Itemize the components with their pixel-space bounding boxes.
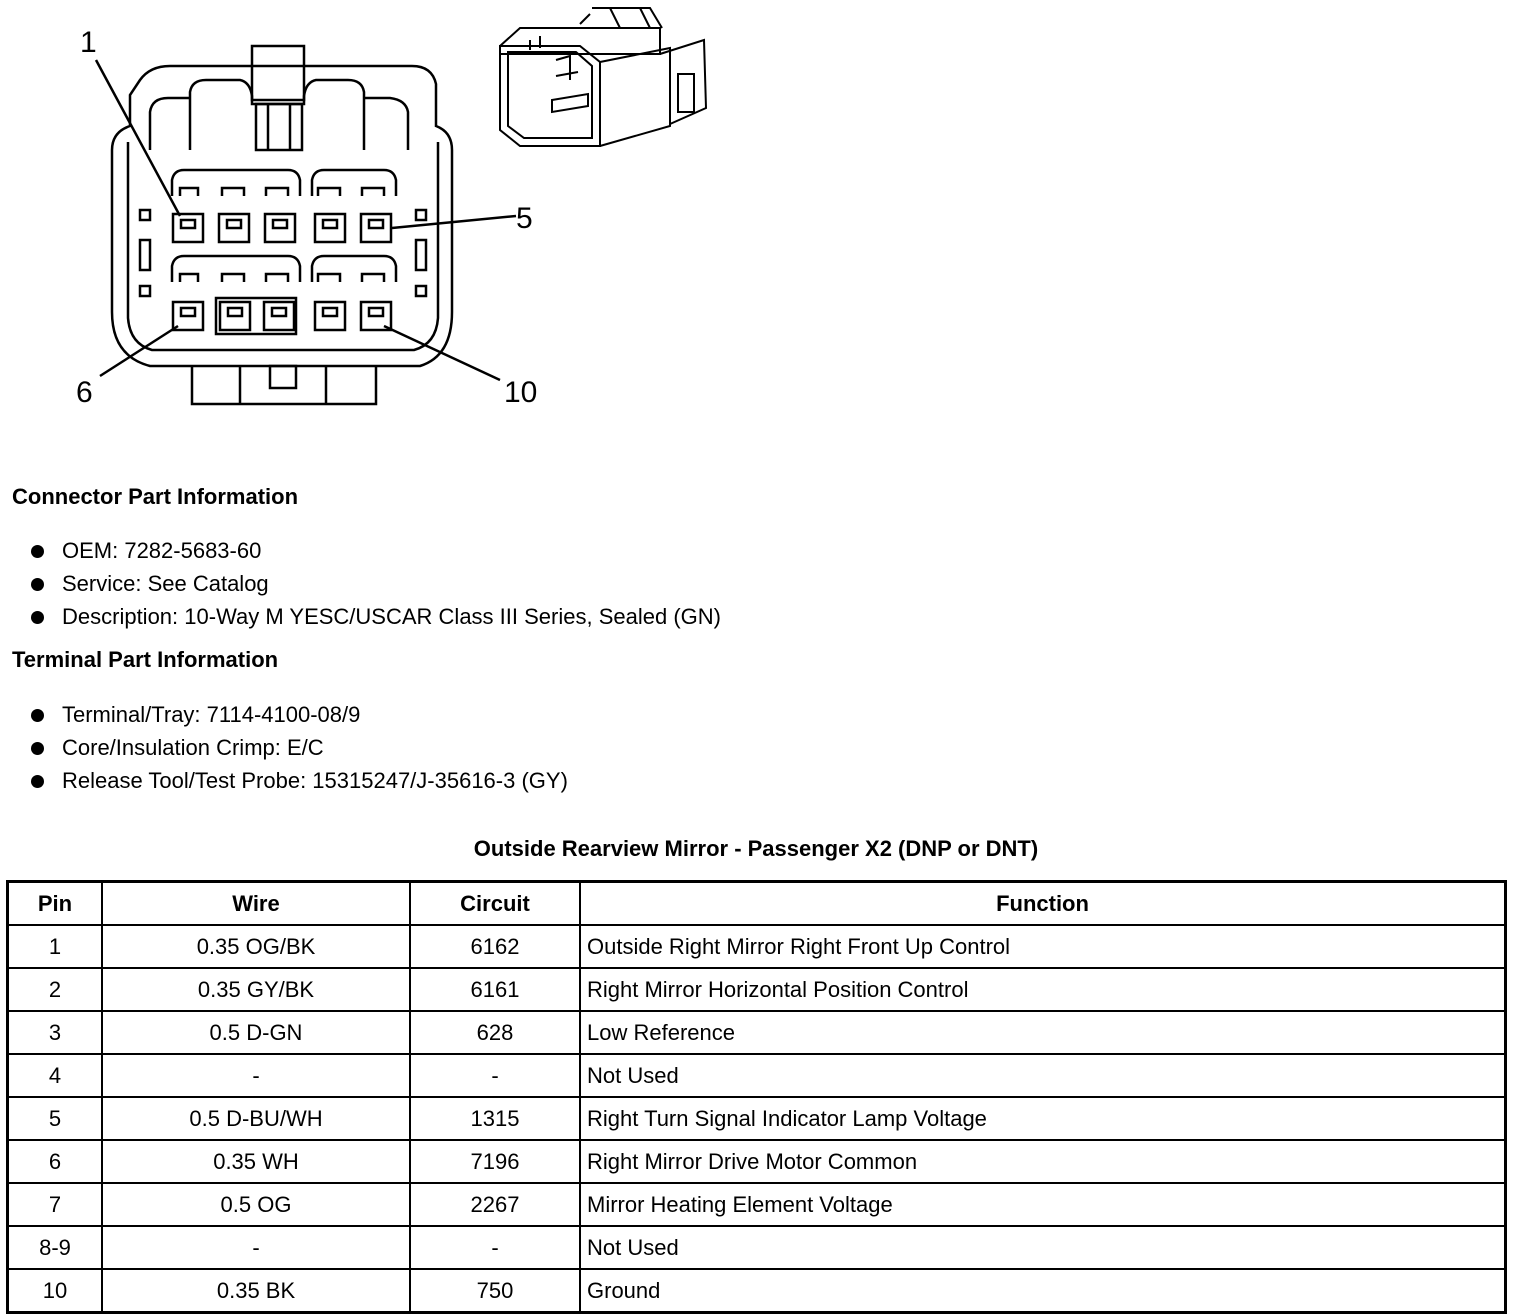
cell-pin: 4 (8, 1054, 103, 1097)
cell-circuit: 7196 (410, 1140, 580, 1183)
terminal-row-top (173, 214, 391, 242)
leader-line-pin10 (384, 326, 500, 380)
table-row (8, 968, 1506, 1011)
cell-function: Not Used (580, 1226, 1506, 1269)
bullet-icon (31, 578, 44, 591)
connector-info-list (28, 534, 721, 633)
bullet-icon (31, 545, 44, 558)
table-row (8, 925, 1506, 968)
connector-3d-view (500, 8, 706, 146)
table-row (8, 1269, 1506, 1313)
cell-pin: 8-9 (8, 1226, 103, 1269)
cell-wire: 0.35 GY/BK (102, 968, 410, 1011)
cell-circuit: 750 (410, 1269, 580, 1313)
list-item: Description: 10-Way M YESC/USCAR Class III Series, Sealed (GN) (28, 600, 721, 633)
pinout-table (6, 880, 1507, 1314)
table-row (8, 1183, 1506, 1226)
cell-wire: 0.5 OG (102, 1183, 410, 1226)
table-row (8, 1011, 1506, 1054)
terminal-info-list (28, 698, 568, 797)
callout-pin1: 1 (80, 26, 97, 59)
cell-pin: 3 (8, 1011, 103, 1054)
cell-pin: 10 (8, 1269, 103, 1313)
table-title: Outside Rearview Mirror - Passenger X2 (DNP or DNT) (473, 836, 1039, 861)
list-item: Core/Insulation Crimp: E/C (28, 731, 568, 764)
cell-wire: 0.35 OG/BK (102, 925, 410, 968)
cell-function: Mirror Heating Element Voltage (580, 1183, 1506, 1226)
cell-function: Low Reference (580, 1011, 1506, 1054)
table-row (8, 1054, 1506, 1097)
connector-info-title: Connector Part Information (12, 484, 299, 509)
cell-circuit: 628 (410, 1011, 580, 1054)
header-wire: Wire (102, 882, 410, 926)
cell-circuit: 2267 (410, 1183, 580, 1226)
header-pin: Pin (8, 882, 103, 926)
cell-function: Not Used (580, 1054, 1506, 1097)
header-function: Function (580, 882, 1506, 926)
cell-circuit: - (410, 1054, 580, 1097)
table-row (8, 1140, 1506, 1183)
bullet-icon (31, 611, 44, 624)
connector-housing (112, 66, 452, 366)
cell-circuit: 6161 (410, 968, 580, 1011)
cell-pin: 1 (8, 925, 103, 968)
cell-pin: 7 (8, 1183, 103, 1226)
bullet-icon (31, 742, 44, 755)
cell-wire: 0.35 BK (102, 1269, 410, 1313)
bullet-icon (31, 775, 44, 788)
callout-pin6: 6 (76, 376, 93, 409)
cell-wire: 0.35 WH (102, 1140, 410, 1183)
table-header-row (8, 882, 1506, 926)
cell-circuit: 6162 (410, 925, 580, 968)
cell-wire: 0.5 D-GN (102, 1011, 410, 1054)
terminal-info-title: Terminal Part Information (12, 647, 279, 672)
cell-function: Right Turn Signal Indicator Lamp Voltage (580, 1097, 1506, 1140)
leader-line-pin5 (392, 216, 516, 228)
header-circuit: Circuit (410, 882, 580, 926)
cell-function: Right Mirror Horizontal Position Control (580, 968, 1506, 1011)
connector-diagram (0, 0, 760, 420)
list-item: OEM: 7282-5683-60 (28, 534, 721, 567)
cell-function: Ground (580, 1269, 1506, 1313)
cell-pin: 5 (8, 1097, 103, 1140)
table-row (8, 1097, 1506, 1140)
terminal-row-bottom (173, 298, 391, 334)
table-row (8, 1226, 1506, 1269)
cell-circuit: 1315 (410, 1097, 580, 1140)
cell-wire: 0.5 D-BU/WH (102, 1097, 410, 1140)
cell-wire: - (102, 1054, 410, 1097)
cell-pin: 6 (8, 1140, 103, 1183)
cell-wire: - (102, 1226, 410, 1269)
callout-pin10: 10 (504, 376, 538, 409)
list-item: Release Tool/Test Probe: 15315247/J-35616-3 (GY) (28, 764, 568, 797)
list-item: Service: See Catalog (28, 567, 721, 600)
cell-pin: 2 (8, 968, 103, 1011)
connector-latch (252, 46, 304, 100)
callout-pin5: 5 (516, 202, 533, 235)
bullet-icon (31, 709, 44, 722)
list-item: Terminal/Tray: 7114-4100-08/9 (28, 698, 568, 731)
cell-function: Right Mirror Drive Motor Common (580, 1140, 1506, 1183)
table-body (8, 925, 1506, 1313)
cell-function: Outside Right Mirror Right Front Up Control (580, 925, 1506, 968)
cell-circuit: - (410, 1226, 580, 1269)
